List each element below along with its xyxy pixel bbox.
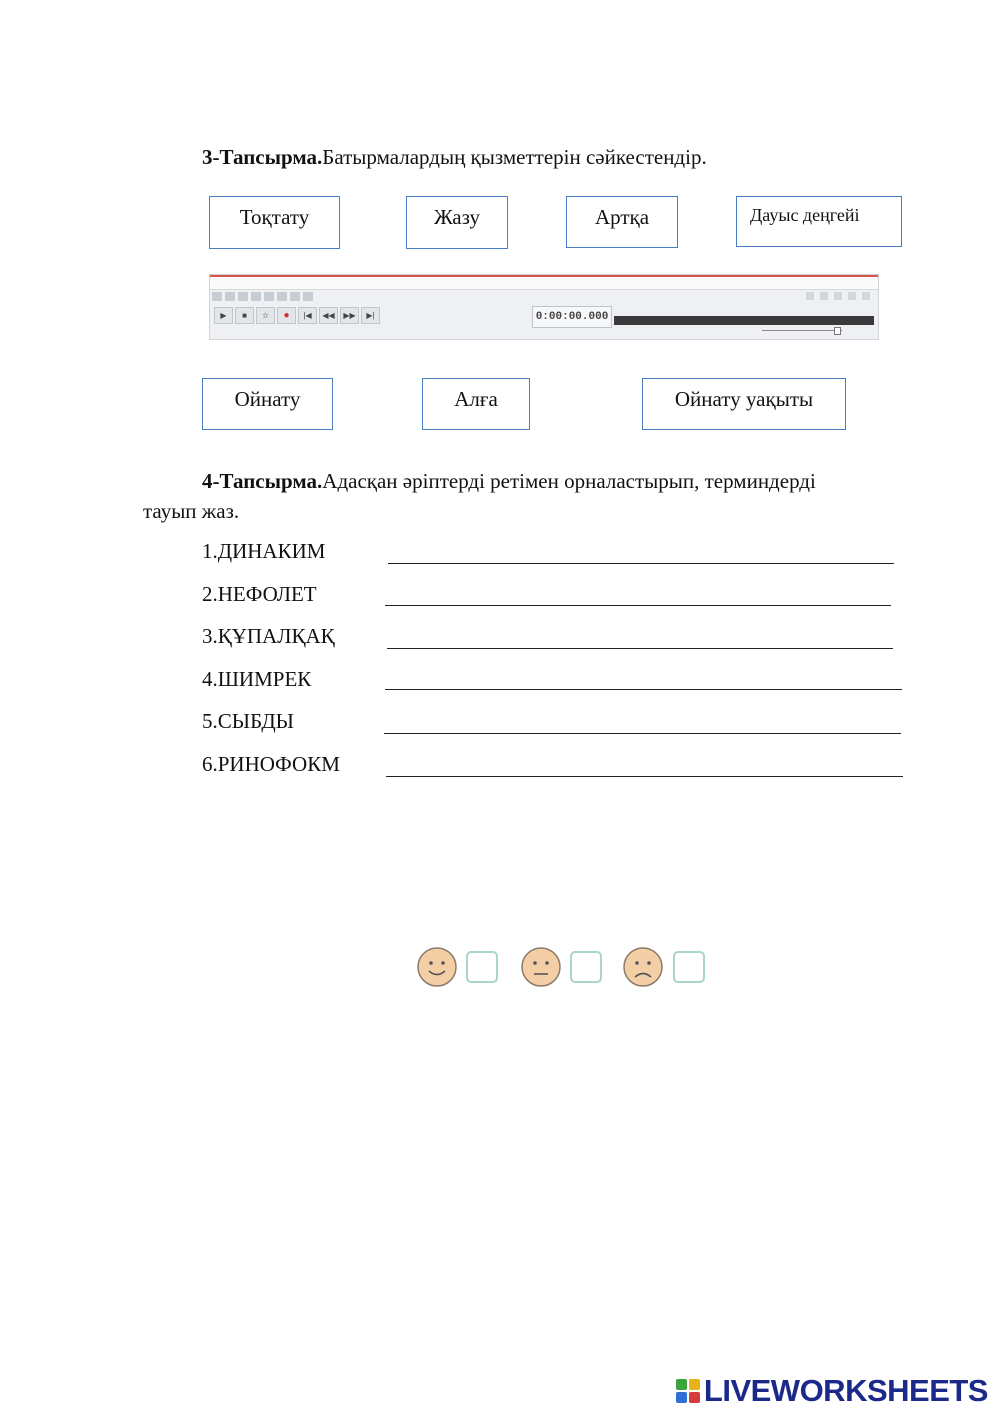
answer-box-stop[interactable] [209, 196, 340, 249]
skip-start-icon: |◀ [298, 307, 317, 324]
rewind-icon: ◀◀ [319, 307, 338, 324]
liveworksheets-logo [676, 1373, 988, 1409]
happy-checkbox[interactable] [466, 951, 498, 983]
tool-icon [806, 292, 814, 300]
stop-icon: ■ [235, 307, 254, 324]
answer-line[interactable] [385, 689, 902, 690]
volume-slider-knob [834, 327, 841, 335]
answer-line[interactable] [387, 648, 893, 649]
tool-icon [238, 292, 248, 301]
answer-box-label: Жазу [434, 205, 480, 229]
tool-icon [834, 292, 842, 300]
scrambled-word: 4.ШИМРЕК [202, 667, 312, 691]
play-icon: ▶ [214, 307, 233, 324]
answer-box-play-time[interactable] [642, 378, 846, 430]
answer-line[interactable] [386, 776, 903, 777]
sad-checkbox[interactable] [673, 951, 705, 983]
answer-line[interactable] [384, 733, 901, 734]
sad-face-icon [623, 947, 663, 987]
time-display: 0:00:00.000 [532, 306, 612, 328]
zoom-tools-row [806, 292, 870, 304]
answer-box-back[interactable] [566, 196, 678, 248]
scrambled-word: 1.ДИНАКИМ [202, 539, 326, 563]
neutral-face-icon [521, 947, 561, 987]
tool-icon [862, 292, 870, 300]
tool-icon [303, 292, 313, 301]
answer-box-label: Алға [454, 387, 498, 411]
volume-slider-track [762, 330, 842, 331]
task3-heading [202, 142, 707, 172]
tool-icon [225, 292, 235, 301]
tool-icon [212, 292, 222, 301]
scrambled-word: 6.РИНОФОКМ [202, 752, 340, 776]
answer-box-label: Дауыс деңгейі [750, 205, 860, 225]
tool-icon [290, 292, 300, 301]
tool-icon [848, 292, 856, 300]
answer-box-volume[interactable] [736, 196, 902, 247]
tool-icon [251, 292, 261, 301]
task3-number: 3-Тапсырма. [202, 145, 323, 169]
answer-box-label: Ойнату уақыты [674, 387, 814, 411]
tool-icon [277, 292, 287, 301]
record-icon: ● [277, 307, 296, 324]
transport-controls [214, 307, 380, 324]
answer-box-record[interactable] [406, 196, 508, 249]
neutral-checkbox[interactable] [570, 951, 602, 983]
edit-tools-row [212, 292, 313, 304]
answer-line[interactable] [385, 605, 891, 606]
tool-icon [820, 292, 828, 300]
level-meter [614, 316, 874, 325]
scrambled-word: 3.ҚҰПАЛҚАҚ [202, 624, 335, 648]
tool-icon [264, 292, 274, 301]
answer-box-label: Ойнату [234, 387, 301, 411]
liveworksheets-logo-icon [676, 1379, 700, 1403]
task3-instruction: Батырмалардың қызметтерін сәйкестендір. [322, 145, 707, 169]
fast-forward-icon: ▶▶ [340, 307, 359, 324]
answer-box-label: Тоқтату [239, 205, 310, 229]
scrambled-word: 5.СЫБДЫ [202, 709, 294, 733]
skip-end-icon: ▶| [361, 307, 380, 324]
brand-name: LIVEWORKSHEETS [703, 1373, 988, 1408]
happy-face-icon [417, 947, 457, 987]
answer-box-play[interactable] [202, 378, 333, 430]
timeline-ruler [210, 275, 878, 290]
audio-editor-toolbar-image [209, 274, 879, 340]
task4-instruction-cont: тауып жаз. [143, 499, 240, 523]
loop-icon: ☆ [256, 307, 275, 324]
timeline-marker [210, 275, 878, 277]
answer-box-label: Артқа [594, 205, 650, 229]
task4-number: 4-Тапсырма. [202, 469, 323, 493]
task4-heading [202, 466, 816, 496]
scrambled-word: 2.НЕФОЛЕТ [202, 582, 317, 606]
answer-line[interactable] [388, 563, 894, 564]
task4-instruction: Адасқан әріптерді ретімен орналастырып, терминдерді [322, 469, 816, 493]
answer-box-forward[interactable] [422, 378, 530, 430]
